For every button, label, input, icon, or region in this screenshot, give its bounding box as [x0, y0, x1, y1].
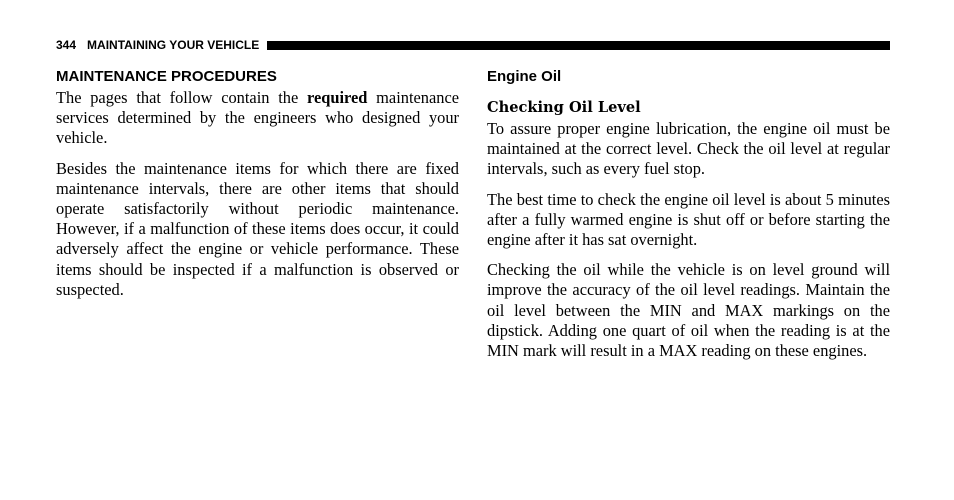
lubrication-paragraph: To assure proper engine lubrication, the engine oil must be maintained at the correct level. Check the oil level at regular intervals, such as every fuel stop. [487, 119, 890, 179]
page-header [56, 37, 890, 53]
intro-text-start: The pages that follow contain the [56, 88, 307, 107]
header-rule [267, 41, 890, 50]
intro-text-end: maintenance services determined by the engineers who designed your vehicle. [56, 88, 459, 148]
engine-oil-heading: Engine Oil [487, 68, 562, 85]
malfunction-paragraph: Besides the maintenance items for which there are fixed maintenance intervals, there are other items that should operate satisfactorily without periodic maintenance. However, if a malfunction of these items does occur, it could adversely affect the engine or vehicle performance. These items should be inspected if a malfunction is observed or suspected. [56, 158, 459, 299]
required-emphasis: required [307, 88, 368, 107]
maintenance-procedures-heading: MAINTENANCE PROCEDURES [56, 68, 277, 85]
best-time-paragraph: The best time to check the engine oil level is about 5 minutes after a fully warmed engine is shut off or before starting the engine after it has sat overnight. [487, 189, 890, 250]
left-column [56, 66, 459, 300]
section-title: MAINTAINING YOUR VEHICLE [87, 38, 260, 52]
right-column [487, 66, 890, 361]
checking-oil-level-subheading: Checking Oil Level [487, 99, 641, 116]
intro-paragraph [56, 88, 459, 149]
level-ground-paragraph: Checking the oil while the vehicle is on level ground will improve the accuracy of the oil level readings. Maintain the oil level between the MIN and MAX markings on the dipstick. Adding one quart of oil when the reading is at the MIN mark will result in a MAX reading on these engines. [487, 260, 890, 361]
page-number: 344 [56, 38, 77, 52]
